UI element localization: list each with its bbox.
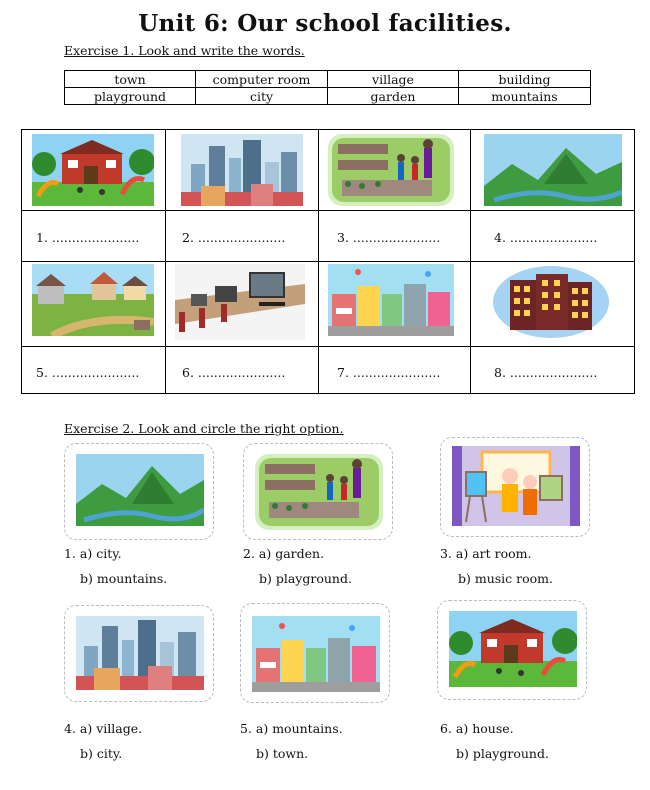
answer-blank-8[interactable]: 8. ...................... [494,365,598,380]
art-room-picture [452,446,580,526]
garden-frame [243,443,393,540]
answer-blank-6[interactable]: 6. ...................... [182,365,286,380]
exercise2-heading: Exercise 2. Look and circle the right option. [64,421,344,436]
mountains-frame [64,443,214,540]
option-3a[interactable]: 3. a) art room. [440,546,532,561]
word-row [65,88,591,105]
town-frame [240,603,390,703]
option-6a[interactable]: 6. a) house. [440,721,514,736]
answer-blank-5[interactable]: 5. ...................... [36,365,140,380]
word-cell: building [459,71,591,88]
answer-blank-7[interactable]: 7. ...................... [337,365,441,380]
option-3b[interactable]: b) music room. [458,571,553,586]
option-1a[interactable]: 1. a) city. [64,546,122,561]
option-2a[interactable]: 2. a) garden. [243,546,325,561]
option-2b[interactable]: b) playground. [259,571,352,586]
garden-picture [328,134,454,206]
option-5a[interactable]: 5. a) mountains. [240,721,343,736]
option-6b[interactable]: b) playground. [456,746,549,761]
word-cell: city [196,88,328,105]
answer-blank-1[interactable]: 1. ...................... [36,230,140,245]
garden-picture [255,454,383,530]
page-title: Unit 6: Our school facilities. [138,10,512,37]
option-5b[interactable]: b) town. [256,746,309,761]
option-4a[interactable]: 4. a) village. [64,721,143,736]
word-cell: mountains [459,88,591,105]
word-box [64,70,591,105]
option-1b[interactable]: b) mountains. [80,571,168,586]
mountains-picture [484,134,622,206]
answer-blank-2[interactable]: 2. ...................... [182,230,286,245]
option-4b[interactable]: b) city. [80,746,123,761]
village-picture [32,264,154,336]
computer-room-picture [175,264,305,340]
city-picture [181,134,303,206]
playground-frame [437,600,587,700]
word-cell: playground [65,88,196,105]
city-picture [76,616,204,690]
answer-blank-3[interactable]: 3. ...................... [337,230,441,245]
town-picture [328,264,454,336]
word-cell: garden [328,88,459,105]
word-row [65,71,591,88]
school-playground-picture [32,134,154,206]
exercise1-grid [21,129,635,394]
word-cell: village [328,71,459,88]
art-room-frame [440,437,590,537]
answer-blank-4[interactable]: 4. ...................... [494,230,598,245]
town-picture [252,616,380,692]
exercise1-heading: Exercise 1. Look and write the words. [64,43,305,58]
word-cell: town [65,71,196,88]
word-cell: computer room [196,71,328,88]
mountains-picture [76,454,204,526]
building-picture [492,264,610,340]
city-frame [64,605,214,702]
school-playground-picture [449,611,577,687]
